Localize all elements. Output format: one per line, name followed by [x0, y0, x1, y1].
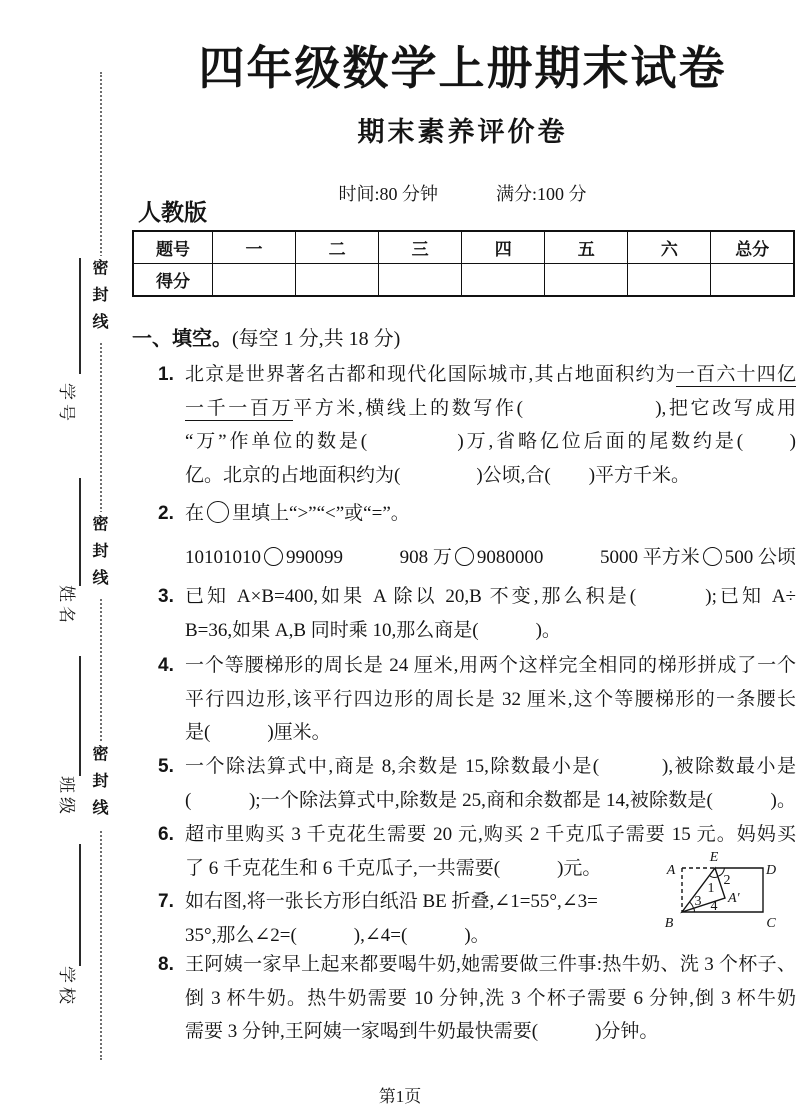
score-cell	[628, 264, 711, 297]
exam-time: 时间:80 分钟	[338, 184, 438, 204]
angle-1-arc	[710, 876, 719, 878]
score-cell	[379, 264, 462, 297]
edition-label: 人教版	[138, 199, 207, 225]
seal-line-text-1: 密封线	[90, 256, 110, 343]
vertex-label-A-prime: A′	[728, 891, 740, 906]
question-1-line-3: “万”作单位的数是( )万,省略亿位后面的尾数约是( )	[185, 431, 796, 452]
page-number: 第1页	[378, 1087, 422, 1106]
question-2-comparisons	[185, 541, 796, 575]
score-table-header-row	[133, 231, 794, 264]
comparison-circle	[207, 501, 229, 523]
question-3-line-1: 已知 A×B=400,如果 A 除以 20,B 不变,那么积是( );已知 A÷	[185, 586, 796, 607]
question-8-line-2: 倒 3 杯牛奶。热牛奶需要 10 分钟,洗 3 个杯子需要 6 分钟,倒 3 杯牛奶	[185, 987, 796, 1009]
question-8	[132, 948, 796, 1049]
question-1-line-4: 亿。北京的占地面积约为( )公顷,合( )平方千米。	[185, 464, 691, 486]
comparison-circle	[264, 547, 283, 566]
name-label: 姓名	[57, 585, 76, 627]
question-1	[132, 358, 796, 492]
seal-line-text-2: 密封线	[90, 512, 110, 599]
vertex-label-A: A	[666, 863, 676, 878]
question-3-line-2: B=36,如果 A,B 同时乘 10,那么商是( )。	[185, 619, 561, 641]
question-4	[132, 649, 796, 750]
question-1-line-1: 北京是世界著名古都和现代化国际城市,其占地面积约为一百六十四亿	[185, 364, 796, 385]
angle-4-arc	[694, 909, 695, 913]
school-blank-line	[79, 844, 81, 966]
comparison-circle	[703, 547, 722, 566]
angle-3-label: 3	[694, 894, 702, 909]
question-8-line-3: 需要 3 分钟,王阿姨一家喝到牛奶最快需要( )分钟。	[185, 1021, 659, 1042]
question-7-line-2: 35°,那么∠2=( ),∠4=( )。	[185, 924, 490, 946]
question-2-number: 2.	[158, 503, 174, 524]
angle-3-arc	[690, 902, 694, 909]
section-1-note: (每空 1 分,共 18 分)	[232, 328, 401, 350]
col-header-6: 六	[628, 231, 711, 264]
score-cell	[711, 264, 794, 297]
page-title: 四年级数学上册期末试卷	[198, 43, 727, 94]
vertex-label-D: D	[765, 863, 777, 878]
student-number-label: 学号	[57, 383, 76, 425]
question-5	[132, 750, 796, 817]
score-cell	[213, 264, 296, 297]
angle-4-label: 4	[710, 899, 718, 914]
exam-meta	[130, 180, 795, 206]
angle-1-label: 1	[707, 881, 715, 896]
section-1-heading	[132, 322, 400, 351]
question-1-line-2: 一千一百万平方米,横线上的数写作( ),把它改写成用	[185, 397, 796, 419]
score-table-score-row	[133, 264, 794, 297]
comparison-item-2: 908 万 9080000	[399, 546, 544, 568]
col-header-5: 五	[545, 231, 628, 264]
question-2	[132, 497, 796, 574]
score-table	[132, 230, 795, 297]
col-header-total: 总分	[711, 231, 794, 264]
score-cell	[462, 264, 545, 297]
question-8-line-1: 王阿姨一家早上起来都要喝牛奶,她需要做三件事:热牛奶、洗 3 个杯子、	[185, 954, 796, 975]
question-4-line-2: 平行四边形,该平行四边形的周长是 32 厘米,这个等腰梯形的一条腰长	[185, 688, 796, 710]
col-header-3: 三	[379, 231, 462, 264]
seal-line-text-3: 密封线	[90, 742, 110, 829]
question-6-line-1: 超市里购买 3 千克花生需要 20 元,购买 2 千克瓜子需要 15 元。妈妈买	[185, 824, 796, 845]
exam-full-score: 满分:100 分	[496, 184, 587, 204]
comparison-circle	[455, 547, 474, 566]
col-header-4: 四	[462, 231, 545, 264]
angle-2-label: 2	[723, 873, 731, 888]
underlined-number-part-1: 一百六十四亿	[675, 364, 796, 385]
question-number-header: 题号	[133, 231, 213, 264]
question-5-number: 5.	[158, 756, 174, 777]
question-2-line-1: 在 里填上“>”“<”或“=”。	[185, 503, 410, 524]
question-5-line-2: ( );一个除法算式中,除数是 25,商和余数都是 14,被除数是( )。	[185, 789, 796, 811]
score-cell	[545, 264, 628, 297]
vertex-label-E: E	[709, 850, 719, 865]
col-header-1: 一	[213, 231, 296, 264]
page-subtitle: 期末素养评价卷	[357, 117, 568, 147]
question-4-number: 4.	[158, 655, 174, 676]
comparison-item-3: 5000 平方米 500 公顷	[599, 546, 796, 568]
comparison-item-1: 10101010 990099	[185, 546, 343, 568]
question-1-number: 1.	[158, 364, 174, 385]
fold-geometry-figure	[648, 844, 798, 940]
underlined-number-part-2: 一千一百万	[185, 397, 294, 419]
score-cell	[296, 264, 379, 297]
question-5-line-1: 一个除法算式中,商是 8,余数是 15,除数最小是( ),被除数最小是	[185, 756, 796, 777]
class-label: 班级	[57, 776, 76, 818]
name-blank-line	[79, 478, 81, 586]
section-1-title: 一、填空。	[132, 328, 232, 350]
col-header-2: 二	[296, 231, 379, 264]
question-4-line-1: 一个等腰梯形的周长是 24 厘米,用两个这样完全相同的梯形拼成了一个	[185, 655, 796, 676]
class-blank-line	[79, 656, 81, 776]
question-6-number: 6.	[158, 824, 174, 845]
student-number-blank-line	[79, 258, 81, 374]
question-7-line-1: 如右图,将一张长方形白纸沿 BE 折叠,∠1=55°,∠3=	[185, 891, 598, 912]
question-4-line-3: 是( )厘米。	[185, 722, 331, 743]
fold-triangle	[682, 868, 725, 912]
question-3-number: 3.	[158, 586, 174, 607]
score-row-label: 得分	[133, 264, 213, 297]
vertex-label-C: C	[766, 916, 776, 931]
school-label: 学校	[57, 966, 76, 1008]
vertex-label-B: B	[664, 916, 674, 931]
question-7-number: 7.	[158, 891, 174, 912]
question-6-line-2: 了 6 千克花生和 6 千克瓜子,一共需要( )元。	[185, 857, 602, 879]
question-3	[132, 580, 796, 647]
question-8-number: 8.	[158, 954, 174, 975]
